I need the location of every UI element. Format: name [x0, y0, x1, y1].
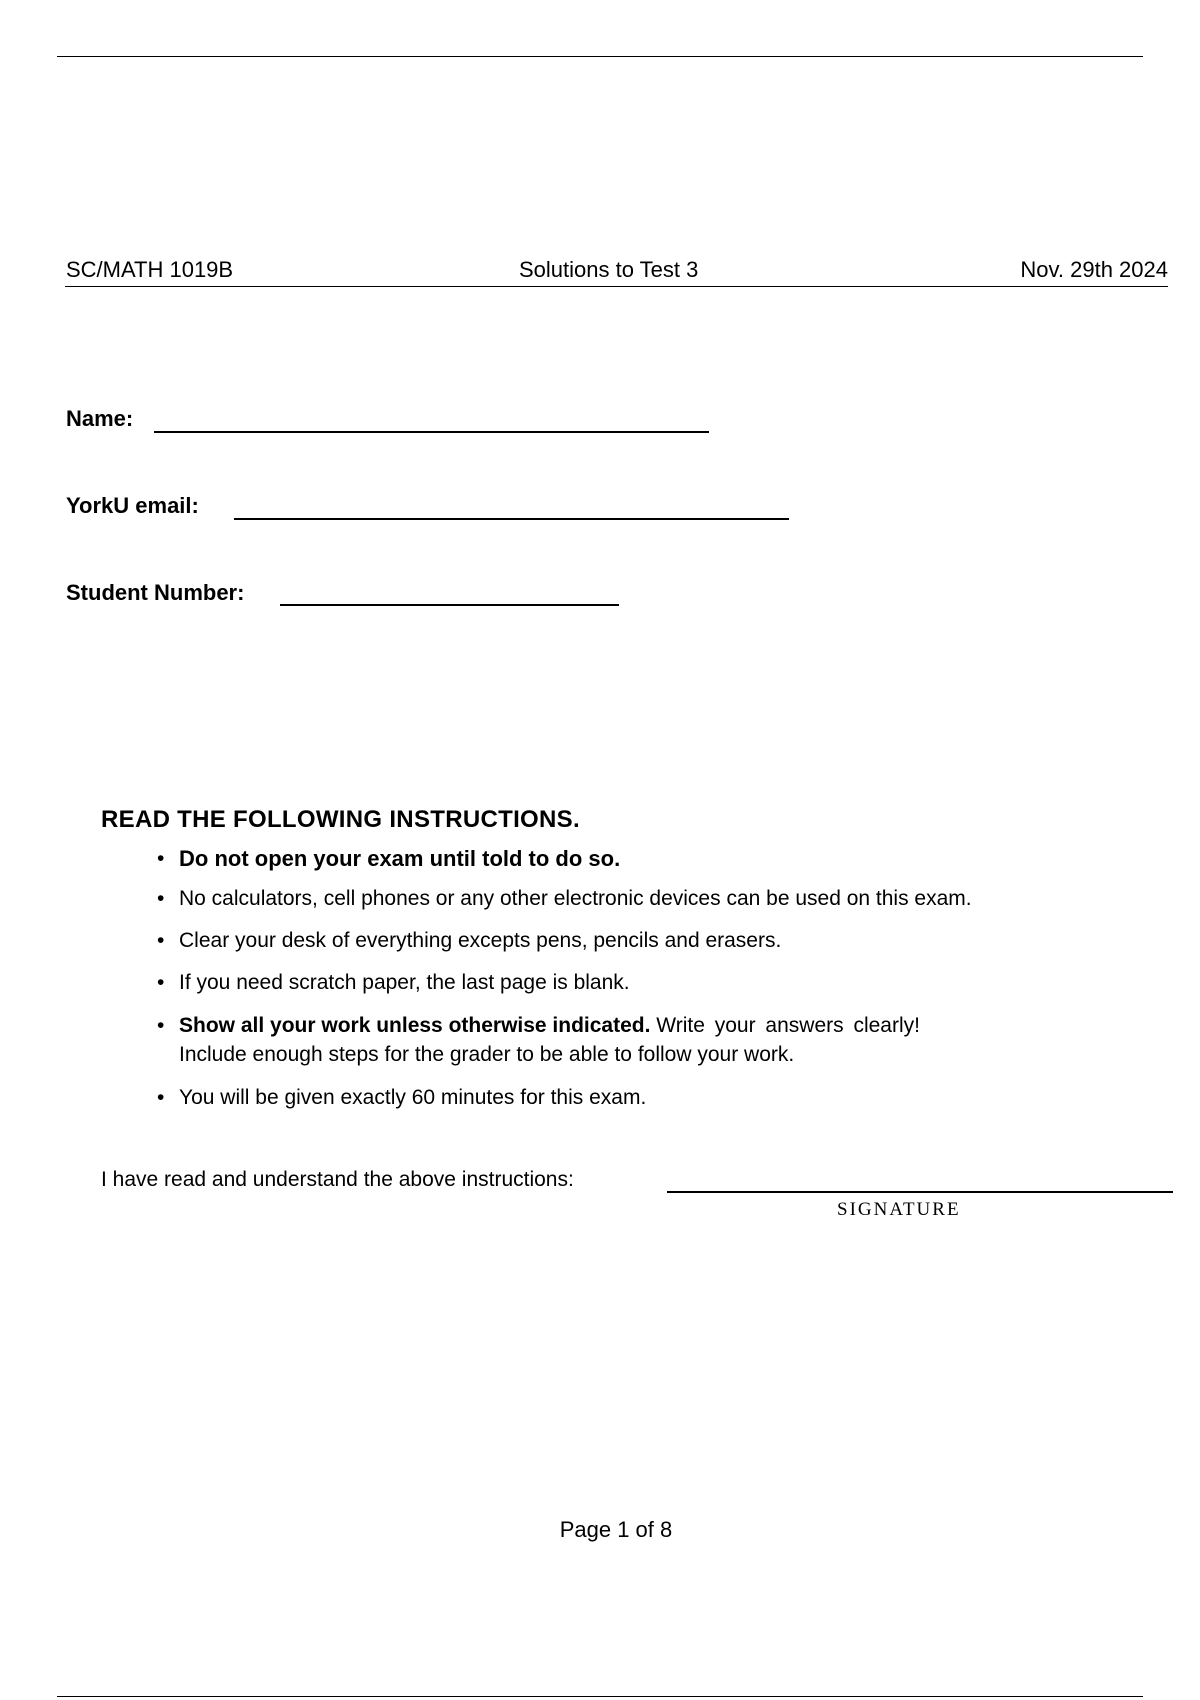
bullet-icon: • — [157, 929, 165, 952]
list-item: • No calculators, cell phones or any other electronic devices can be used on this exam. — [157, 884, 1057, 913]
email-label: YorkU email: — [66, 493, 199, 518]
list-item: • If you need scratch paper, the last page is blank. — [157, 968, 1057, 997]
bullet-icon: • — [157, 1014, 165, 1037]
course-code: SC/MATH 1019B — [66, 257, 234, 282]
list-item: • Show all your work unless otherwise indicated. Write your answers clearly! Include enough steps for the grader to be able to follow your work. — [157, 1011, 1057, 1069]
bullet-icon: • — [157, 847, 165, 870]
bullet-icon: • — [157, 971, 165, 994]
list-item: • Do not open your exam until told to do so. — [157, 846, 621, 871]
list-item: • You will be given exactly 60 minutes for this exam. — [157, 1083, 1057, 1112]
signature-caption: SIGNATURE — [837, 1199, 961, 1220]
email-field[interactable] — [234, 518, 789, 520]
student-number-label: Student Number: — [66, 580, 245, 605]
page-number: Page 1 of 8 — [559, 1517, 673, 1542]
top-page-rule — [57, 56, 1143, 57]
name-field[interactable] — [154, 431, 709, 433]
header-rule — [65, 286, 1168, 287]
acknowledgement-text: I have read and understand the above instructions: — [101, 1168, 574, 1191]
name-label: Name: — [66, 406, 134, 431]
signature-field[interactable] — [667, 1191, 1173, 1193]
bottom-page-rule — [57, 1696, 1143, 1697]
student-number-field[interactable] — [280, 604, 619, 606]
instructions-list — [157, 844, 1057, 1112]
exam-date: Nov. 29th 2024 — [1020, 257, 1168, 282]
list-item: • Clear your desk of everything excepts pens, pencils and erasers. — [157, 926, 1057, 955]
bullet-icon: • — [157, 1086, 165, 1109]
bullet-icon: • — [157, 887, 165, 910]
document-title: Solutions to Test 3 — [519, 257, 699, 282]
instructions-heading: READ THE FOLLOWING INSTRUCTIONS. — [101, 806, 580, 833]
